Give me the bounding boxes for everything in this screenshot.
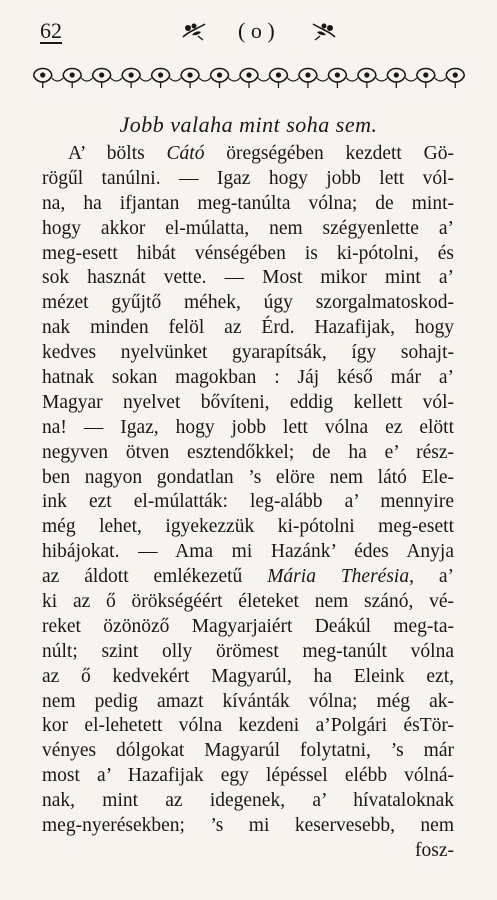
border-ornament [417, 69, 446, 89]
text-segment: most a’ Hazafijak egy lépéssel elébb vólná- [42, 765, 454, 787]
text-segment: Magyar nyelvet bővíteni, eddig kellett vól- [42, 391, 454, 413]
text-line [42, 490, 454, 515]
text-line [42, 466, 454, 491]
text-segment: kedves nyelvünket gyarapítsák, így sohajt- [42, 342, 454, 364]
signature-mark: ( o ) [238, 18, 275, 43]
catchword: fosz- [415, 839, 454, 861]
text-segment: reket özönöző Magyarjaiért Deákúl meg-ta- [42, 615, 454, 637]
text-line [42, 540, 454, 565]
text-segment: A’ bölts [68, 143, 167, 164]
text-segment: hogy akkor el-múlatta, nem szégyenlette a’ [42, 217, 454, 239]
text-line [42, 789, 454, 814]
border-ornament [152, 69, 181, 89]
text-segment: nak, mint az idegenek, a’ hívataloknak [42, 790, 454, 812]
border-ornament [328, 69, 357, 89]
border-ornament [211, 69, 240, 89]
text-segment: az ő kedvekért Magyarúl, ha Eleink ezt, [42, 665, 454, 687]
text-segment: sok hasznát vette. — Most mikor mint a’ [42, 267, 454, 289]
page-header [0, 18, 497, 48]
text-segment: ki az ő örökségéért életeket nem szánó, vé- [42, 591, 454, 613]
border-ornament [63, 69, 92, 89]
text-segment: meg-esett hibát vénségében is ki-pótolni, és [42, 242, 454, 264]
text-segment: öregségében kezdett Gö- [204, 143, 454, 164]
text-segment: vényes dólgokat Magyarúl folytatni, ’s már [42, 740, 454, 762]
text-segment: ben nagyon gondatlan ’s elöre nem látó Ele- [42, 466, 454, 488]
border-ornament [269, 69, 298, 89]
text-line [42, 416, 454, 441]
text-segment: rögűl tanúlni. — Igaz hogy jobb lett vól- [42, 167, 454, 189]
text-segment: nak minden felöl az Érd. Hazafijak, hogy [42, 317, 454, 339]
text-line [42, 739, 454, 764]
text-line [42, 615, 454, 640]
italic-name: Cátó [166, 143, 205, 164]
text-line [42, 590, 454, 615]
border-ornament [299, 69, 328, 89]
text-line [42, 714, 454, 739]
text-segment: ink ezt el-múlatták: leg-alább a’ mennyire [42, 491, 454, 513]
border-ornament [181, 69, 210, 89]
text-line [42, 814, 454, 839]
flower-sprig-icon [180, 20, 208, 42]
text-line [42, 341, 454, 366]
text-line [42, 665, 454, 690]
text-line [42, 391, 454, 416]
text-segment: hatnak sokan magokban : Jáj késő már a’ [42, 367, 454, 389]
text-segment: nem pedig amazt kívánták vólna; még ak- [42, 690, 454, 712]
border-ornament [387, 69, 416, 89]
border-ornament [240, 69, 269, 89]
border-ornament [93, 69, 122, 89]
body-text [42, 142, 454, 864]
text-line [42, 167, 454, 192]
text-line [42, 441, 454, 466]
text-line [42, 266, 454, 291]
text-line [42, 217, 454, 242]
flower-sprig-icon [310, 20, 338, 42]
border-ornament [446, 69, 464, 89]
text-segment: negyven ötven esztendőkkel; de ha e’ rész- [42, 441, 454, 463]
section-title: Jobb valaha mint soha sem. [119, 112, 378, 137]
italic-name: Mária Therésia [267, 566, 410, 588]
text-segment: , a’ [409, 566, 455, 588]
text-line [42, 316, 454, 341]
text-segment: na, ha ifjantan meg-tanúlta vólna; de mint- [42, 192, 454, 214]
text-line [42, 142, 454, 167]
text-segment: mézet gyűjtő méhek, úgy szorgalmatoskod- [42, 292, 454, 314]
text-line [42, 690, 454, 715]
text-segment: az áldott emlékezetű [42, 566, 268, 588]
text-segment: kor el-lehetett vólna kezdeni a’Polgári ésTör- [42, 715, 454, 737]
text-line [42, 291, 454, 316]
text-line [42, 764, 454, 789]
page-number: 62 [40, 18, 62, 43]
text-segment: még lehet, igyekezzük ki-pótolni meg-esett [42, 516, 454, 538]
border-ornament [34, 69, 63, 89]
text-line [42, 565, 454, 590]
border-ornament [358, 69, 387, 89]
text-line [42, 192, 454, 217]
text-line [42, 515, 454, 540]
acorn-chain-border [28, 62, 470, 90]
text-segment: hibájokat. — Ama mi Hazánk’ édes Anyja [42, 541, 454, 563]
text-segment: meg-nyerésekben; ’s mi keservesebb, nem [42, 815, 454, 837]
text-segment: núlt; szint olly örömest meg-tanúlt vólna [42, 640, 454, 662]
text-segment: na! — Igaz, hogy jobb lett vólna ez elött [42, 416, 454, 438]
border-ornament [122, 69, 151, 89]
text-line [42, 366, 454, 391]
text-line [42, 242, 454, 267]
text-line [42, 640, 454, 665]
